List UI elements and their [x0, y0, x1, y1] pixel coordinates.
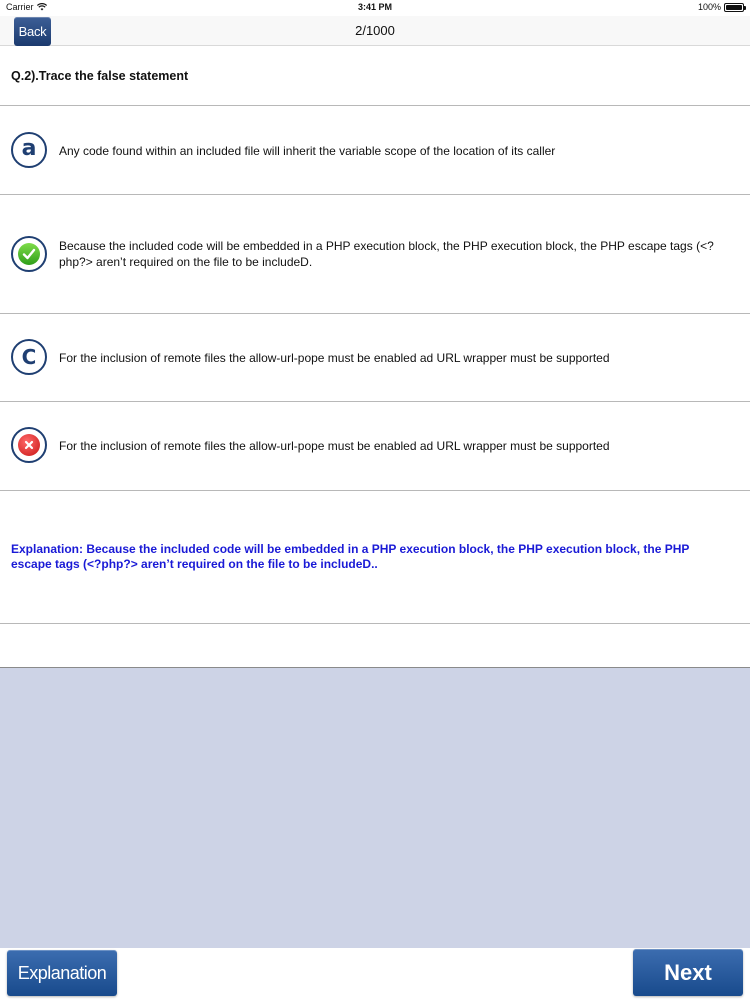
bottom-toolbar: [0, 948, 750, 1000]
option-c[interactable]: [0, 314, 750, 402]
option-c-text: For the inclusion of remote files the allow-url-pope must be enabled ad URL wrapper must be supported: [59, 351, 610, 365]
option-d[interactable]: [0, 402, 750, 491]
option-d-text: For the inclusion of remote files the allow-url-pope must be enabled ad URL wrapper must be supported: [59, 439, 610, 453]
option-b-badge: [11, 236, 47, 272]
blank-row: [0, 624, 750, 668]
option-a[interactable]: [0, 106, 750, 195]
question-text: Q.2).Trace the false statement: [11, 69, 189, 83]
battery-icon: [724, 3, 744, 12]
back-button[interactable]: Back: [14, 17, 51, 46]
cross-icon: [18, 434, 40, 456]
status-time: 3:41 PM: [357, 2, 392, 12]
question-counter: 2/1000: [355, 23, 395, 38]
empty-area: [0, 668, 750, 948]
battery-percent: 100%: [697, 2, 721, 12]
explanation-panel: [0, 491, 750, 624]
option-b[interactable]: [0, 195, 750, 314]
question-row: [0, 47, 750, 106]
option-a-badge: [11, 132, 47, 168]
option-a-letter: a: [21, 136, 37, 161]
battery-indicator: [698, 2, 744, 12]
explanation-button[interactable]: Explanation: [7, 950, 117, 996]
option-c-letter: C: [21, 344, 37, 369]
option-b-text: Because the included code will be embedded in a PHP execution block, the PHP execution block, the PHP escape tags (<?php?> aren’t required on the file to be includeD.: [59, 239, 714, 269]
option-c-badge: [11, 339, 47, 375]
option-a-text: Any code found within an included file will inherit the variable scope of the location of its caller: [59, 144, 556, 158]
option-d-badge: [11, 427, 47, 463]
explanation-text: Explanation: Because the included code will be embedded in a PHP execution block, the PHP execution block, the PHP escape tags (<?php?> aren’t required on the file to be includeD..: [11, 542, 690, 571]
status-bar: [0, 0, 750, 16]
next-button[interactable]: Next: [633, 949, 743, 996]
carrier-label: Carrier: [6, 2, 34, 12]
checkmark-icon: [18, 243, 40, 265]
navigation-bar: [0, 16, 750, 46]
